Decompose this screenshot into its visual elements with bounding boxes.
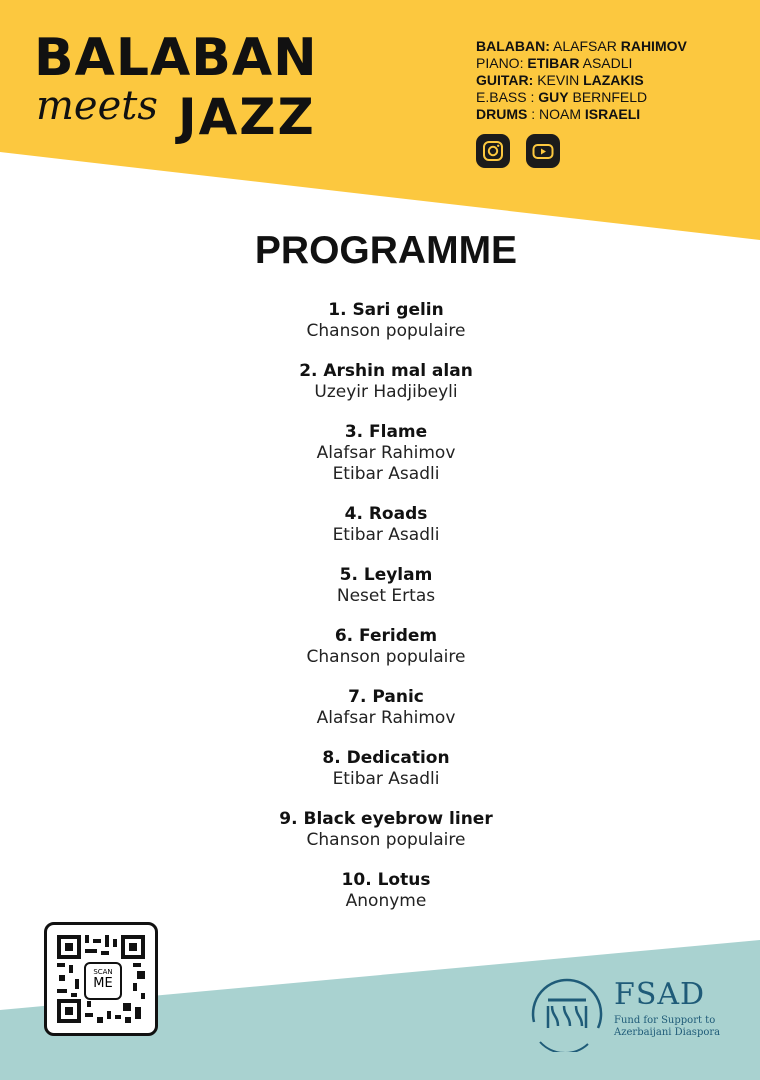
list-item — [0, 748, 760, 790]
lineup-first-name: ALAFSAR — [553, 38, 617, 54]
instagram-icon[interactable] — [476, 134, 510, 168]
scan-text: SCAN — [93, 968, 113, 976]
piece-title: 3. Flame — [344, 422, 428, 442]
lineup-row-drums — [476, 106, 687, 123]
list-item — [0, 687, 760, 729]
lineup-last-name: LAZAKIS — [583, 72, 644, 88]
piece-composer-second: Etibar Asadli — [332, 464, 440, 484]
lineup-row-bass — [476, 89, 687, 106]
fsad-name: FSAD — [614, 977, 706, 1012]
lineup-last-name: ISRAELI — [584, 106, 641, 122]
lineup-role: GUITAR: — [476, 72, 534, 88]
musician-lineup — [476, 38, 687, 123]
lineup-last-name: RAHIMOV — [620, 38, 687, 54]
piece-title: 10. Lotus — [341, 870, 431, 890]
list-item — [0, 504, 760, 546]
lineup-first-name: KEVIN — [537, 72, 580, 88]
piece-title: 2. Arshin mal alan — [299, 361, 473, 381]
lineup-role: DRUMS — [476, 106, 528, 122]
list-item — [0, 626, 760, 668]
lineup-row-guitar — [476, 72, 687, 89]
list-item — [0, 422, 760, 485]
youtube-glyph — [532, 140, 554, 162]
list-item — [0, 870, 760, 912]
instagram-glyph — [482, 140, 504, 162]
lineup-role: BALABAN: — [476, 38, 550, 54]
piece-title: 8. Dedication — [322, 748, 450, 768]
fsad-subtitle — [614, 1015, 720, 1039]
programme-list — [0, 300, 760, 931]
lineup-role: PIANO: — [476, 55, 524, 71]
me-text: ME — [93, 976, 113, 991]
piece-title: 7. Panic — [348, 687, 424, 707]
event-title-meets: meets — [36, 83, 158, 129]
lineup-first-name: ETIBAR — [527, 55, 580, 71]
piece-composer: Chanson populaire — [306, 830, 466, 850]
piece-composer: Neset Ertas — [336, 586, 436, 606]
lineup-last-name: BERNFELD — [572, 89, 648, 105]
piece-title: 6. Feridem — [334, 626, 438, 646]
fsad-subtitle-line1: Fund for Support to — [614, 1015, 716, 1026]
lineup-row-balaban — [476, 38, 687, 55]
event-title-jazz: JAZZ — [178, 88, 316, 146]
piece-title: 5. Leylam — [339, 565, 433, 585]
lineup-last-name: ASADLI — [582, 55, 633, 71]
piece-title: 4. Roads — [344, 504, 428, 524]
piece-composer: Etibar Asadli — [332, 525, 440, 545]
fsad-emblem-icon — [526, 970, 608, 1052]
youtube-icon[interactable] — [526, 134, 560, 168]
programme-title: PROGRAMME — [254, 229, 518, 272]
fsad-subtitle-line2: Azerbaijani Diaspora — [614, 1027, 721, 1038]
lineup-role: E.BASS : — [476, 89, 535, 105]
list-item — [0, 361, 760, 403]
piece-composer: Anonyme — [345, 891, 427, 911]
piece-title: 1. Sari gelin — [328, 300, 444, 320]
piece-composer: Chanson populaire — [306, 647, 466, 667]
lineup-first-name: GUY — [538, 89, 569, 105]
list-item — [0, 565, 760, 607]
piece-composer: Uzeyir Hadjibeyli — [314, 382, 458, 402]
piece-composer: Etibar Asadli — [332, 769, 440, 789]
piece-title: 9. Black eyebrow liner — [279, 809, 493, 829]
list-item — [0, 809, 760, 851]
piece-composer: Chanson populaire — [306, 321, 466, 341]
lineup-first-name: : NOAM — [531, 106, 582, 122]
piece-composer: Alafsar Rahimov — [316, 443, 456, 463]
scan-me-label — [84, 962, 122, 1000]
lineup-row-piano — [476, 55, 687, 72]
list-item — [0, 300, 760, 342]
event-title-balaban: BALABAN — [34, 28, 318, 88]
piece-composer: Alafsar Rahimov — [316, 708, 456, 728]
qr-code[interactable] — [44, 922, 158, 1036]
